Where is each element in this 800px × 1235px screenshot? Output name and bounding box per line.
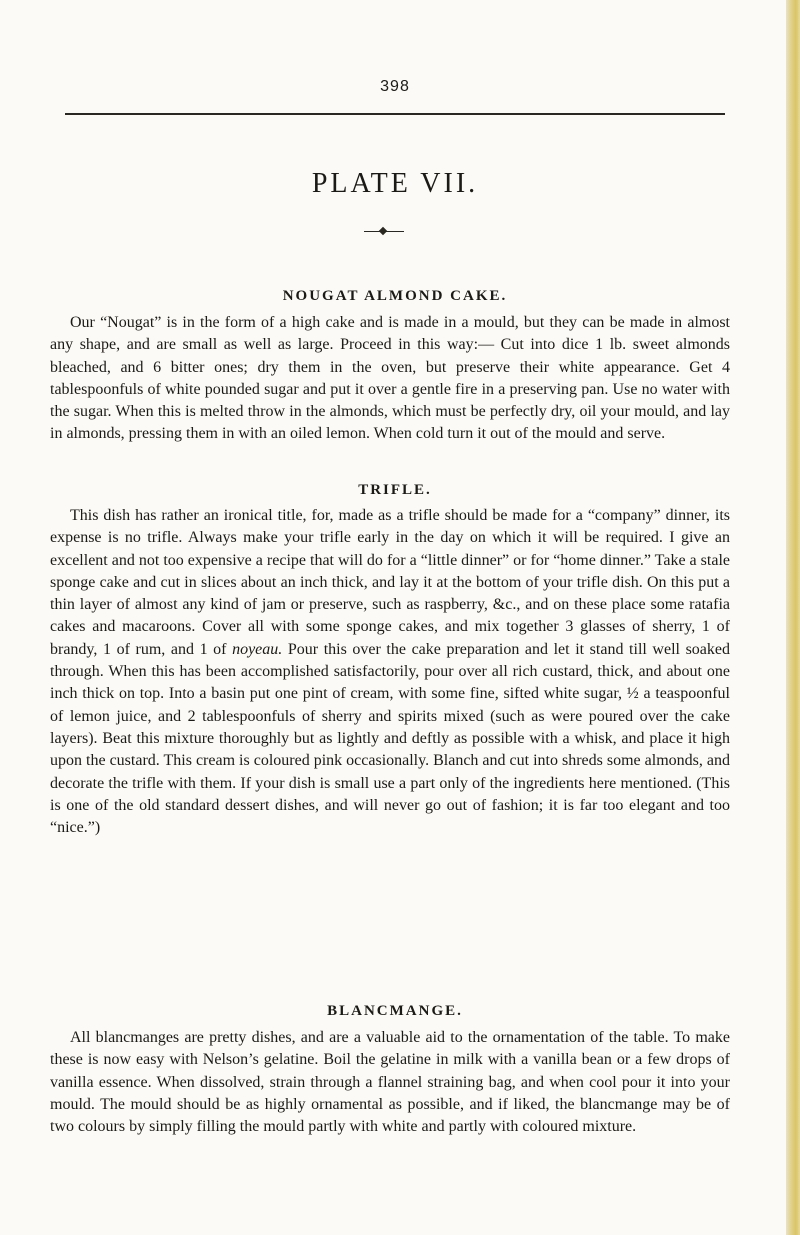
page-number: 398 [380,78,410,95]
section-heading-nougat: NOUGAT ALMOND CAKE. [282,288,508,304]
section-heading-blancmange: BLANCMANGE. [327,1003,463,1019]
section-body-nougat [50,312,730,446]
section-body-trifle [50,505,730,839]
trifle-italic-noyeau: noyeau. [232,640,283,658]
trifle-text-part-1: This dish has rather an ironical title, for, made as a trifle should be made for a “company” dinner, its expense is no trifle. Always make your trifle early in the day on which it will be required. I give an excellent and not too expensive a recipe that will do for a “little dinner” or for “home dinner.” Take a stale sponge cake and cut in slices about an inch thick, and lay it at the bottom of your trifle dish. On this put a thin layer of almost any kind of jam or preserve, such as raspberry, &c., and on these place some ratafia cakes and macaroons. Cover all with some sponge cakes, and mix together 3 glasses of sherry, 1 of brandy, 1 of rum, and 1 of [50,507,730,658]
paragraph-blancmange: All blancmanges are pretty dishes, and are a valuable aid to the ornamentation of the table. To make these is now easy with Nelson’s gelatine. Boil the gelatine in milk with a vanilla bean or a few drops of vanilla essence. When dissolved, strain through a flannel straining bag, and when cool pour it into your mould. The mould should be as highly ornamental as possible, and if liked, the blancmange may be of two colours by simply filling the mould partly with white and partly with coloured mixture. [50,1029,730,1136]
ornament-diamond [379,227,387,235]
title-ornament [364,227,404,237]
plate-title: PLATE VII. [311,168,479,199]
header-rule [65,113,725,115]
paragraph-nougat: Our “Nougat” is in the form of a high cake and is made in a mould, but they can be made in almost any shape, and are small as well as large. Proceed in this way:— Cut into dice 1 lb. sweet almonds bleached, and 6 bitter ones; dry them in the oven, but preserve their white appearance. Get 4 tablespoonfuls of white pounded sugar and put it over a gentle fire in a preserving pan. Use no water with the sugar. When this is melted throw in the almonds, which must be perfectly dry, oil your mould, and lay in almonds, pressing them in with an oiled lemon. When cold turn it out of the mould and serve. [50,314,730,443]
section-body-blancmange [50,1027,730,1138]
page-edge [786,0,800,1235]
trifle-text-part-2: Pour this over the cake preparation and let it stand till well soaked through. When this has been accomplished satisfactorily, pour over all rich custard, thick, and about one inch thick on top. Into a basin put one pint of cream, with some fine, sifted white sugar, ½ a teaspoonful of lemon juice, and 2 tablespoonfuls of sherry and spirits mixed (such as were poured over the cake layers). Beat this mixture thoroughly but as lightly and deftly as possible with a whisk, and place it high upon the custard. This cream is coloured pink occasionally. Blanch and cut into shreds some almonds, and decorate the trifle with them. If your dish is small use a part only of the ingredients here mentioned. (This is one of the old standard dessert dishes, and will never go out of fashion; it is far too elegant and too “nice.”) [50,640,730,837]
paragraph-trifle [50,505,730,839]
section-heading-trifle: TRIFLE. [358,482,432,498]
